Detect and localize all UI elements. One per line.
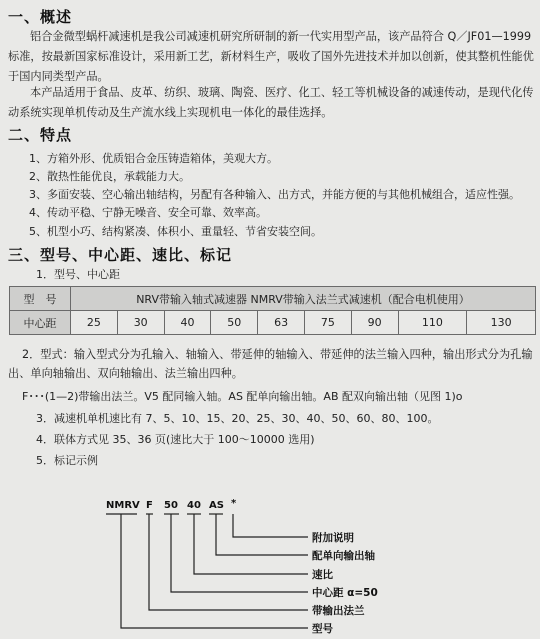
feature-item-1: 1、方箱外形、优质铝合金压铸造箱体，美观大方。: [29, 152, 278, 165]
code-50: 50: [164, 500, 178, 511]
marking-example-heading: 5．标记示例: [36, 454, 98, 467]
section-2-title: 二、特点: [8, 126, 73, 144]
annotation-single-output-shaft: 配单向输出轴: [312, 550, 375, 562]
code-nmrv: NMRV: [106, 500, 140, 511]
type-paragraph: 2．型式：输入型式分为孔输入、轴输入、带延伸的轴输入、带延伸的法兰输入四种，输出形式分为孔输出、单向轴输出、双向轴输出、法兰输出四种。: [8, 348, 533, 380]
combination-line: 4．联体方式见 35、36 页(速比大于 100～10000 选用): [36, 433, 315, 446]
feature-item-2: 2、散热性能优良，承载能力大。: [29, 170, 190, 183]
table-cell: 25: [71, 311, 118, 335]
feature-item-5: 5、机型小巧、结构紧凑、体积小、重量轻、节省安装空间。: [29, 225, 322, 238]
table-cell: 30: [117, 311, 164, 335]
table-cell: 130: [467, 311, 536, 335]
table-cell: 63: [258, 311, 305, 335]
table-header-model: 型 号: [10, 287, 71, 311]
table-cell: 50: [211, 311, 258, 335]
annotation-model: 型号: [312, 623, 333, 635]
code-f: F: [146, 500, 153, 511]
feature-item-4: 4、传动平稳、宁静无噪音、安全可靠、效率高。: [29, 206, 267, 219]
model-subheading: 1．型号、中心距: [36, 268, 120, 281]
code-40: 40: [187, 500, 201, 511]
annotation-output-flange: 带输出法兰: [312, 605, 365, 617]
type-codes-line: F･･･(1—2)带输出法兰。V5 配同输入轴。AS 配单向输出轴。AB 配双向输出轴（见图 1)o: [22, 390, 463, 403]
table-header-center-distance: 中心距: [10, 311, 71, 335]
section-1-title: 一、概述: [8, 8, 73, 26]
table-cell: 75: [304, 311, 351, 335]
annotation-ratio: 速比: [312, 569, 333, 581]
overview-paragraph-2: 本产品适用于食品、皮革、纺织、玻璃、陶瓷、医疗、化工、轻工等机械设备的减速传动，是现代化传动系统实现单机传动及生产流水线上实现机电一体化的最佳选择。: [8, 86, 534, 119]
code-as: AS: [209, 500, 224, 511]
annotation-center-distance: 中心距 α=50: [312, 587, 378, 599]
code-star: *: [231, 498, 237, 509]
feature-item-3: 3、多面安装、空心输出轴结构，另配有各种输入、出方式，并能方便的与其他机械组合，适应性强。: [29, 188, 520, 201]
table-cell: 40: [164, 311, 211, 335]
table-model-description: NRV带输入轴式减速器 NMRV带输入法兰式减速机（配合电机使用）: [71, 287, 536, 311]
ratio-line: 3．减速机单机速比有 7、5、10、15、20、25、30、40、50、60、80、100。: [36, 412, 439, 425]
annotation-additional-note: 附加说明: [312, 532, 354, 544]
section-3-title: 三、型号、中心距、速比、标记: [8, 246, 233, 264]
table-cell: 90: [351, 311, 398, 335]
table-cell: 110: [398, 311, 467, 335]
overview-paragraph-1: 铝合金微型蜗杆减速机是我公司减速机研究所研制的新一代实用型产品，该产品符合 Q／JF01—1999 标准，按最新国家标准设计，采用新工艺，新材料生产，吸收了国外先进技术并加以创新，使其整机性能优于国内同类型产品。: [8, 30, 534, 83]
